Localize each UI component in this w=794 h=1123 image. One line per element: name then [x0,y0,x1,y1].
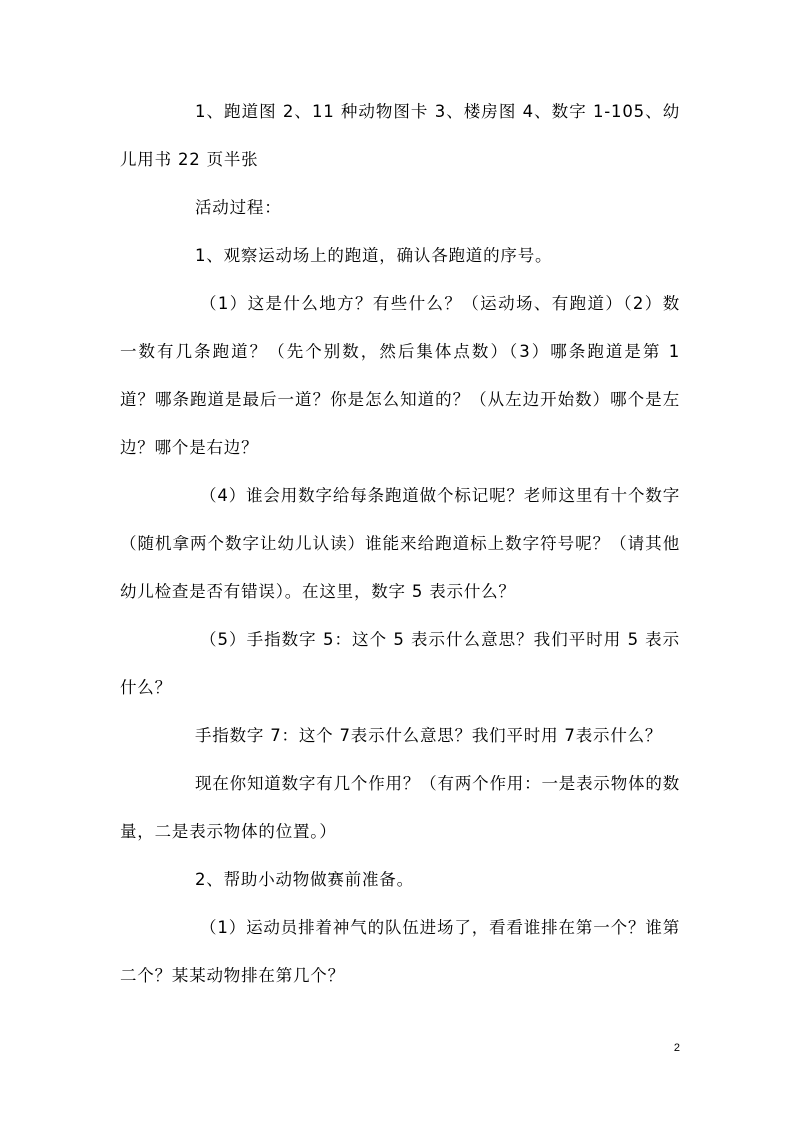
number-7-paragraph: 手指数字 7：这个 7表示什么意思？我们平时用 7表示什么？ [195,726,663,745]
step-1-heading: 1、观察运动场上的跑道，确认各跑道的序号。 [195,246,553,265]
step-2-heading: 2、帮助小动物做赛前准备。 [195,870,414,889]
materials-paragraph: 1、跑道图 2、11 种动物图卡 3、楼房图 4、数字 1-105、幼儿用书 22 页半张 [120,102,680,169]
step-1-questions-paragraph: （1）这是什么地方？有些什么？（运动场、有跑道）（2）数一数有几条跑道？（先个别数，然后集体点数）（3）哪条跑道是第 1 道？哪条跑道是最后一道？你是怎么知道的？（从左边开始数）哪个是左边？哪个是右边？ [120,294,680,457]
page-number: 2 [673,1042,680,1054]
document-body [120,88,680,1000]
activity-process-heading: 活动过程： [195,198,282,217]
number-function-paragraph: 现在你知道数字有几个作用？（有两个作用：一是表示物体的数量，二是表示物体的位置。） [120,774,680,841]
step-2-questions-paragraph: （1）运动员排着神气的队伍进场了，看看谁排在第一个？谁第二个？某某动物排在第几个？ [120,918,680,985]
number-5-paragraph: （5）手指数字 5：这个 5 表示什么意思？我们平时用 5 表示什么？ [120,630,680,697]
step-1-marking-paragraph: （4）谁会用数字给每条跑道做个标记呢？老师这里有十个数字（随机拿两个数字让幼儿认读）谁能来给跑道标上数字符号呢？（请其他幼儿检查是否有错误）。在这里，数字 5 表示什么？ [120,486,680,601]
